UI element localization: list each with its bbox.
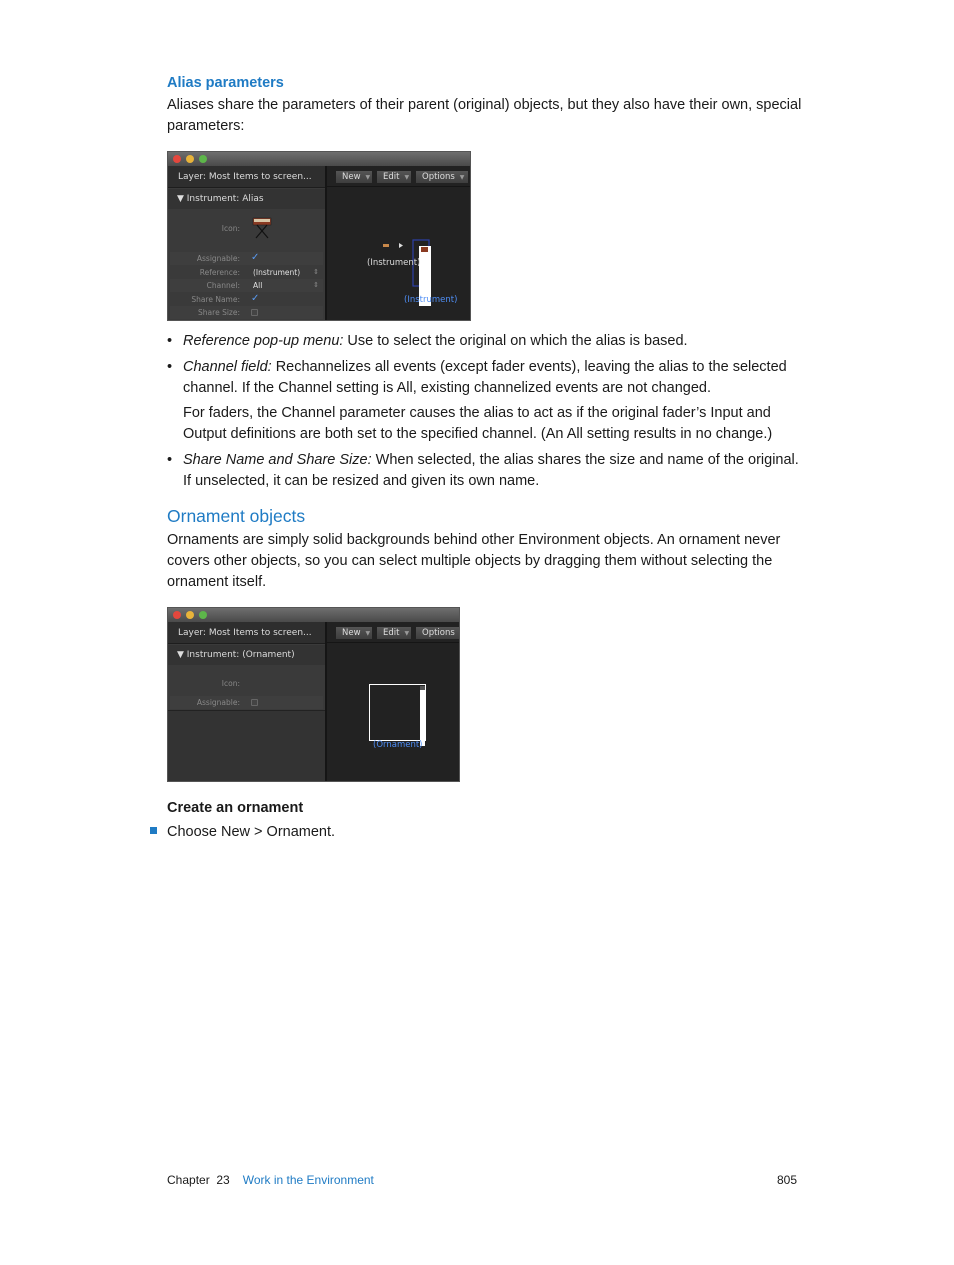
icon-param-label: Icon: [221, 679, 240, 688]
close-icon [173, 611, 181, 619]
environment-menubar [327, 622, 459, 643]
options-menu-label: Options [422, 172, 455, 182]
assignable-label: Assignable: [196, 254, 240, 263]
list-item [167, 331, 807, 352]
window-titlebar [168, 608, 459, 622]
alias-parameter-list [167, 331, 807, 497]
bullet-text [183, 357, 807, 399]
footer-chapter-title[interactable]: Work in the Environment [242, 1173, 374, 1187]
chevron-down-icon: ▼ [365, 630, 371, 637]
bullet-description: When selected, the alias shares the size and name of the original. If unselected, it can be resized and given its own name. [183, 452, 799, 489]
updown-arrows-icon: ⇕ [313, 268, 319, 276]
alias-inspector-screenshot [167, 151, 471, 321]
canvas-objects [327, 644, 460, 782]
new-menu[interactable] [335, 170, 373, 184]
bullet-term: Reference pop-up menu: [183, 333, 344, 349]
layer-menu: Layer: Most Items to screen... [168, 622, 325, 644]
param-icon [170, 674, 323, 694]
alias-intro-paragraph: Aliases share the parameters of their parent (original) objects, but they also have their own, special parameters: [167, 97, 802, 134]
inspector-empty-area [168, 710, 325, 781]
ornament-resize-bar[interactable] [420, 686, 425, 746]
assignable-label: Assignable: [196, 698, 240, 707]
chevron-down-icon: ▼ [404, 174, 410, 181]
assignable-checkbox[interactable]: ✓ [251, 252, 260, 263]
instrument-object-label: (Instrument) [367, 258, 421, 268]
bullet-dot: • [167, 359, 173, 375]
share-name-label: Share Name: [191, 295, 240, 304]
param-share-size [170, 306, 323, 319]
bullet-term: Channel field: [183, 359, 272, 375]
chevron-down-icon: ▼ [365, 174, 371, 181]
param-icon [170, 216, 323, 242]
icon-param-label: Icon: [221, 224, 240, 233]
new-menu-label: New [342, 628, 361, 638]
task-step [150, 822, 335, 843]
assignable-checkbox[interactable] [251, 699, 258, 706]
inspector-title: ▼ Instrument: (Ornament) [168, 645, 325, 665]
bullet-description: Use to select the original on which the alias is based. [343, 333, 688, 349]
updown-arrows-icon: ⇕ [313, 281, 319, 289]
bullet-extra-paragraph: For faders, the Channel parameter causes the alias to act as if the original fader’s Input and Output definitions are both set to the specified channel. (An All setting results in no change.) [183, 405, 773, 442]
channel-label: Channel: [206, 281, 240, 290]
new-menu[interactable] [335, 626, 373, 640]
param-channel [170, 279, 323, 292]
share-name-checkbox[interactable]: ✓ [251, 293, 260, 304]
new-menu-label: New [342, 172, 361, 182]
environment-menubar [327, 166, 470, 187]
minimize-icon [186, 611, 194, 619]
square-bullet-icon [150, 827, 157, 834]
reference-popup-menu[interactable]: (Instrument) [253, 268, 301, 277]
inspector-title: ▼ Instrument: Alias [168, 189, 325, 209]
param-assignable [170, 252, 323, 265]
chevron-down-icon: ▼ [404, 630, 410, 637]
ornament-intro-paragraph: Ornaments are simply solid backgrounds behind other Environment objects. An ornament never covers other objects, so you can select multiple objects by dragging them without selecting the ornament itself. [167, 532, 781, 590]
share-size-checkbox[interactable] [251, 309, 258, 316]
zoom-icon [199, 155, 207, 163]
param-share-name [170, 293, 323, 306]
section-heading-ornament-objects: Ornament objects [167, 506, 306, 526]
edit-menu[interactable] [376, 170, 412, 184]
instrument-object-icon[interactable] [383, 243, 403, 248]
options-menu-label: Options [422, 628, 455, 638]
param-reference [170, 266, 323, 279]
bullet-description: Rechannelizes all events (except fader events), leaving the alias to the selected channel. If the Channel setting is All, existing channelized events are not changed. [183, 359, 787, 396]
window-titlebar [168, 152, 470, 166]
bullet-text [183, 331, 807, 352]
reference-label: Reference: [199, 268, 240, 277]
task-title: Create an ornament [167, 800, 304, 816]
environment-canvas [327, 622, 459, 781]
param-assignable [170, 696, 323, 709]
environment-canvas [327, 166, 470, 320]
inspector-pane [168, 622, 325, 781]
edit-menu[interactable] [376, 626, 412, 640]
layer-menu: Layer: Most Items to screen... [168, 166, 325, 188]
ornament-corner-icon [420, 686, 425, 690]
footer-chapter [167, 1173, 374, 1187]
options-menu[interactable] [415, 170, 469, 184]
bullet-text [183, 450, 807, 492]
page-number: 805 [777, 1173, 798, 1187]
bullet-dot: • [167, 452, 173, 468]
footer-chapter-number: Chapter 23 [167, 1173, 230, 1187]
close-icon [173, 155, 181, 163]
minimize-icon [186, 155, 194, 163]
edit-menu-label: Edit [383, 172, 400, 182]
list-item [167, 450, 807, 492]
ornament-object[interactable] [370, 685, 426, 741]
chevron-down-icon: ▼ [459, 174, 465, 181]
task-step-text: Choose New > Ornament. [167, 824, 336, 840]
edit-menu-label: Edit [383, 628, 400, 638]
instrument-keyboard-icon [250, 214, 276, 240]
bullet-dot: • [167, 333, 173, 349]
zoom-icon [199, 611, 207, 619]
share-size-label: Share Size: [198, 308, 240, 317]
bullet-term: Share Name and Share Size: [183, 452, 372, 468]
ornament-inspector-screenshot [167, 607, 460, 782]
channel-field[interactable]: All [253, 281, 263, 290]
list-item [167, 357, 807, 445]
alias-keyboard-icon [421, 247, 428, 252]
section-heading-alias-parameters: Alias parameters [167, 75, 284, 91]
alias-object-label: (Instrument) [404, 295, 458, 305]
ornament-object-label: (Ornament) [373, 740, 423, 750]
inspector-pane [168, 166, 325, 320]
options-menu[interactable] [415, 626, 460, 640]
